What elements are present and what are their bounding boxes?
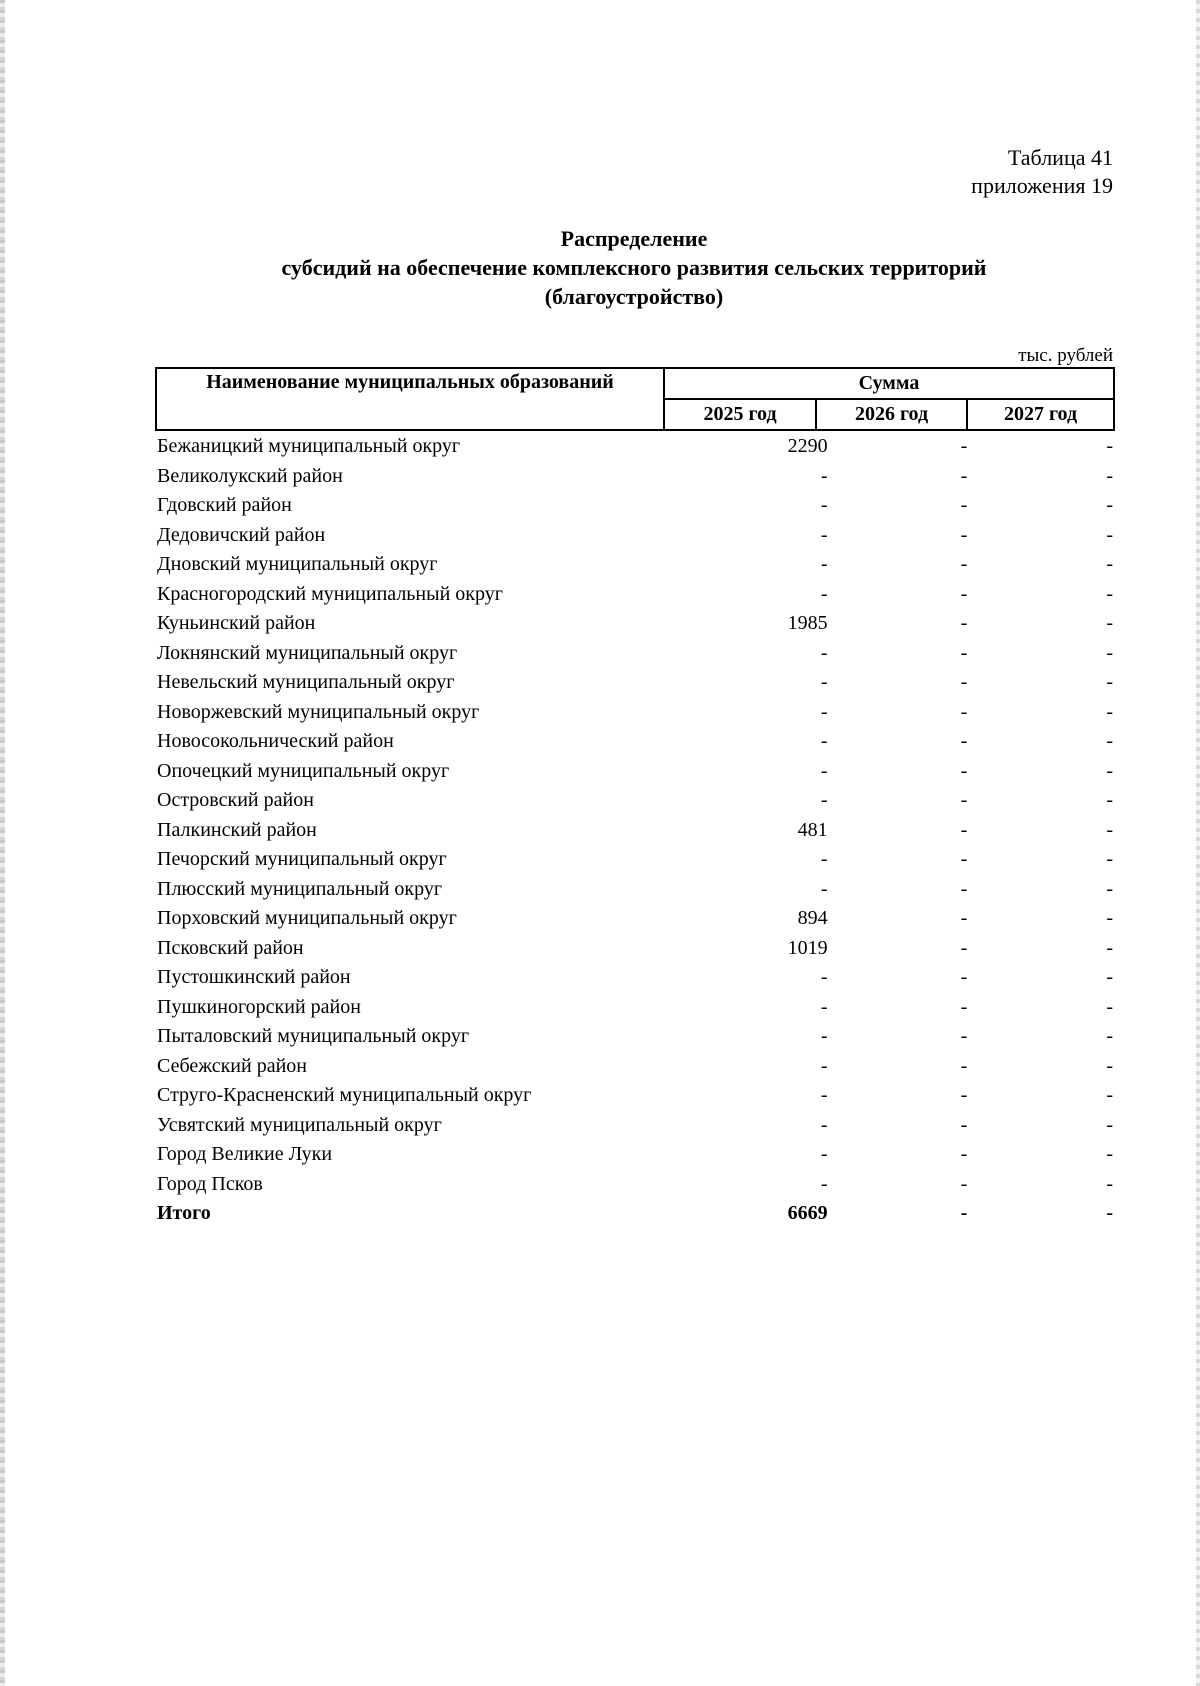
table-row xyxy=(155,993,1113,1023)
value-2027: - xyxy=(1106,730,1113,753)
municipality-name: Бежаницкий муниципальный округ xyxy=(157,435,461,458)
value-2026: - xyxy=(960,1172,968,1195)
table-row xyxy=(155,668,1113,698)
value-2025: - xyxy=(820,641,828,664)
column-header-2025: 2025 год xyxy=(664,399,816,430)
scan-edge-right xyxy=(1196,0,1200,1686)
value-2025: - xyxy=(820,494,828,517)
value-2027: - xyxy=(1106,1113,1113,1136)
value-2027: - xyxy=(1106,612,1113,635)
value-2025: 1985 xyxy=(787,612,828,635)
title-line-1: Распределение xyxy=(560,226,708,251)
value-2027: - xyxy=(1106,818,1113,841)
value-2026: - xyxy=(960,641,968,664)
municipality-name: Пыталовский муниципальный округ xyxy=(157,1025,470,1048)
value-2026: - xyxy=(960,671,968,694)
value-2027: - xyxy=(1106,966,1113,989)
table-row xyxy=(155,580,1113,610)
value-2027: - xyxy=(1106,1054,1113,1077)
value-2025: - xyxy=(820,730,828,753)
value-2027: - xyxy=(1106,641,1113,664)
value-2025: - xyxy=(820,1143,828,1166)
appendix-number: приложения 19 xyxy=(971,173,1113,198)
table-header xyxy=(155,367,1115,431)
value-2026: - xyxy=(960,700,968,723)
municipality-name: Плюсский муниципальный округ xyxy=(157,877,443,900)
value-2027: - xyxy=(1106,1172,1113,1195)
value-2026: - xyxy=(960,612,968,635)
municipality-name: Палкинский район xyxy=(157,818,317,841)
table-row xyxy=(155,1111,1113,1141)
value-2025: - xyxy=(820,877,828,900)
table-row xyxy=(155,550,1113,580)
value-2026: - xyxy=(960,789,968,812)
municipality-name: Печорский муниципальный округ xyxy=(157,848,447,871)
value-2027: - xyxy=(1106,523,1113,546)
title-line-2: субсидий на обеспечение комплексного развития сельских территорий xyxy=(281,255,987,280)
municipality-name: Великолукский район xyxy=(157,464,343,487)
table-row xyxy=(155,1022,1113,1052)
value-2026: - xyxy=(960,553,968,576)
municipality-name: Островский район xyxy=(157,789,314,812)
table-row xyxy=(155,963,1113,993)
value-2027: - xyxy=(1106,464,1113,487)
value-2025: - xyxy=(820,582,828,605)
table-row xyxy=(155,1052,1113,1082)
value-2027: - xyxy=(1106,1084,1113,1107)
value-2027: - xyxy=(1106,1025,1113,1048)
value-2026: - xyxy=(960,995,968,1018)
document-title xyxy=(155,224,1113,311)
value-2026: - xyxy=(960,523,968,546)
value-2025: 1019 xyxy=(787,936,828,959)
scan-edge-left xyxy=(0,0,5,1686)
value-2025: - xyxy=(820,700,828,723)
value-2025: 481 xyxy=(797,818,828,841)
municipality-name: Город Великие Луки xyxy=(157,1143,333,1166)
value-2026: - xyxy=(960,464,968,487)
value-2026: - xyxy=(960,494,968,517)
value-2025: - xyxy=(820,1054,828,1077)
table-row xyxy=(155,786,1113,816)
value-2026: - xyxy=(960,966,968,989)
table-row xyxy=(155,698,1113,728)
total-2027: - xyxy=(1106,1202,1113,1225)
value-2026: - xyxy=(960,1054,968,1077)
value-2027: - xyxy=(1106,907,1113,930)
table-row xyxy=(155,432,1113,462)
value-2025: - xyxy=(820,789,828,812)
value-2025: - xyxy=(820,464,828,487)
value-2025: 2290 xyxy=(787,435,828,458)
value-2025: - xyxy=(820,848,828,871)
municipality-name: Город Псков xyxy=(157,1172,263,1195)
value-2027: - xyxy=(1106,582,1113,605)
value-2025: - xyxy=(820,995,828,1018)
municipality-name: Псковский район xyxy=(157,936,304,959)
municipality-name: Пустошкинский район xyxy=(157,966,351,989)
value-2027: - xyxy=(1106,877,1113,900)
document-page xyxy=(155,144,1113,1229)
value-2027: - xyxy=(1106,1143,1113,1166)
title-line-3: (благоустройство) xyxy=(544,284,724,309)
table-body xyxy=(155,432,1113,1199)
table-row xyxy=(155,934,1113,964)
total-label: Итого xyxy=(157,1202,211,1225)
value-2026: - xyxy=(960,1025,968,1048)
value-2027: - xyxy=(1106,936,1113,959)
table-row xyxy=(155,904,1113,934)
municipality-name: Невельский муниципальный округ xyxy=(157,671,455,694)
municipality-name: Дновский муниципальный округ xyxy=(157,553,438,576)
table-row xyxy=(155,639,1113,669)
municipality-name: Локнянский муниципальный округ xyxy=(157,641,458,664)
units-label: тыс. рублей xyxy=(1018,345,1113,366)
value-2027: - xyxy=(1106,789,1113,812)
value-2027: - xyxy=(1106,700,1113,723)
municipality-name: Опочецкий муниципальный округ xyxy=(157,759,450,782)
value-2025: - xyxy=(820,1084,828,1107)
table-row xyxy=(155,1170,1113,1200)
value-2025: - xyxy=(820,1172,828,1195)
column-header-name: Наименование муниципальных образований xyxy=(156,368,664,430)
value-2025: - xyxy=(820,966,828,989)
column-header-2026: 2026 год xyxy=(816,399,967,430)
table-row xyxy=(155,609,1113,639)
value-2027: - xyxy=(1106,494,1113,517)
value-2027: - xyxy=(1106,553,1113,576)
table-reference xyxy=(155,144,1113,200)
value-2026: - xyxy=(960,582,968,605)
total-2025: 6669 xyxy=(787,1202,828,1225)
value-2025: - xyxy=(820,553,828,576)
value-2026: - xyxy=(960,1143,968,1166)
table-row xyxy=(155,1140,1113,1170)
table-row xyxy=(155,1081,1113,1111)
municipality-name: Новосокольнический район xyxy=(157,730,394,753)
municipality-name: Пушкиногорский район xyxy=(157,995,361,1018)
value-2027: - xyxy=(1106,435,1113,458)
municipality-name: Дедовичский район xyxy=(157,523,326,546)
value-2026: - xyxy=(960,435,968,458)
table-number: Таблица 41 xyxy=(1007,145,1113,170)
value-2026: - xyxy=(960,907,968,930)
value-2026: - xyxy=(960,877,968,900)
value-2025: 894 xyxy=(797,907,828,930)
value-2026: - xyxy=(960,1084,968,1107)
value-2027: - xyxy=(1106,995,1113,1018)
table-row xyxy=(155,875,1113,905)
value-2026: - xyxy=(960,936,968,959)
municipality-name: Красногородский муниципальный округ xyxy=(157,582,503,605)
column-header-sum: Сумма xyxy=(664,368,1114,399)
value-2026: - xyxy=(960,1113,968,1136)
column-header-2027: 2027 год xyxy=(967,399,1114,430)
table-row xyxy=(155,816,1113,846)
value-2025: - xyxy=(820,1113,828,1136)
value-2025: - xyxy=(820,759,828,782)
value-2025: - xyxy=(820,671,828,694)
municipality-name: Новоржевский муниципальный округ xyxy=(157,700,480,723)
value-2026: - xyxy=(960,848,968,871)
total-row xyxy=(155,1199,1113,1229)
municipality-name: Куньинский район xyxy=(157,612,316,635)
value-2027: - xyxy=(1106,759,1113,782)
municipality-name: Гдовский район xyxy=(157,494,292,517)
table-row xyxy=(155,491,1113,521)
value-2026: - xyxy=(960,818,968,841)
municipality-name: Струго-Красненский муниципальный округ xyxy=(157,1084,532,1107)
table-row xyxy=(155,757,1113,787)
value-2026: - xyxy=(960,730,968,753)
municipality-name: Порховский муниципальный округ xyxy=(157,907,457,930)
municipality-name: Себежский район xyxy=(157,1054,307,1077)
value-2025: - xyxy=(820,1025,828,1048)
value-2026: - xyxy=(960,759,968,782)
value-2027: - xyxy=(1106,848,1113,871)
table-row xyxy=(155,727,1113,757)
municipality-name: Усвятский муниципальный округ xyxy=(157,1113,442,1136)
table-row xyxy=(155,521,1113,551)
value-2025: - xyxy=(820,523,828,546)
table-row xyxy=(155,845,1113,875)
table-row xyxy=(155,462,1113,492)
value-2027: - xyxy=(1106,671,1113,694)
total-2026: - xyxy=(960,1202,968,1225)
